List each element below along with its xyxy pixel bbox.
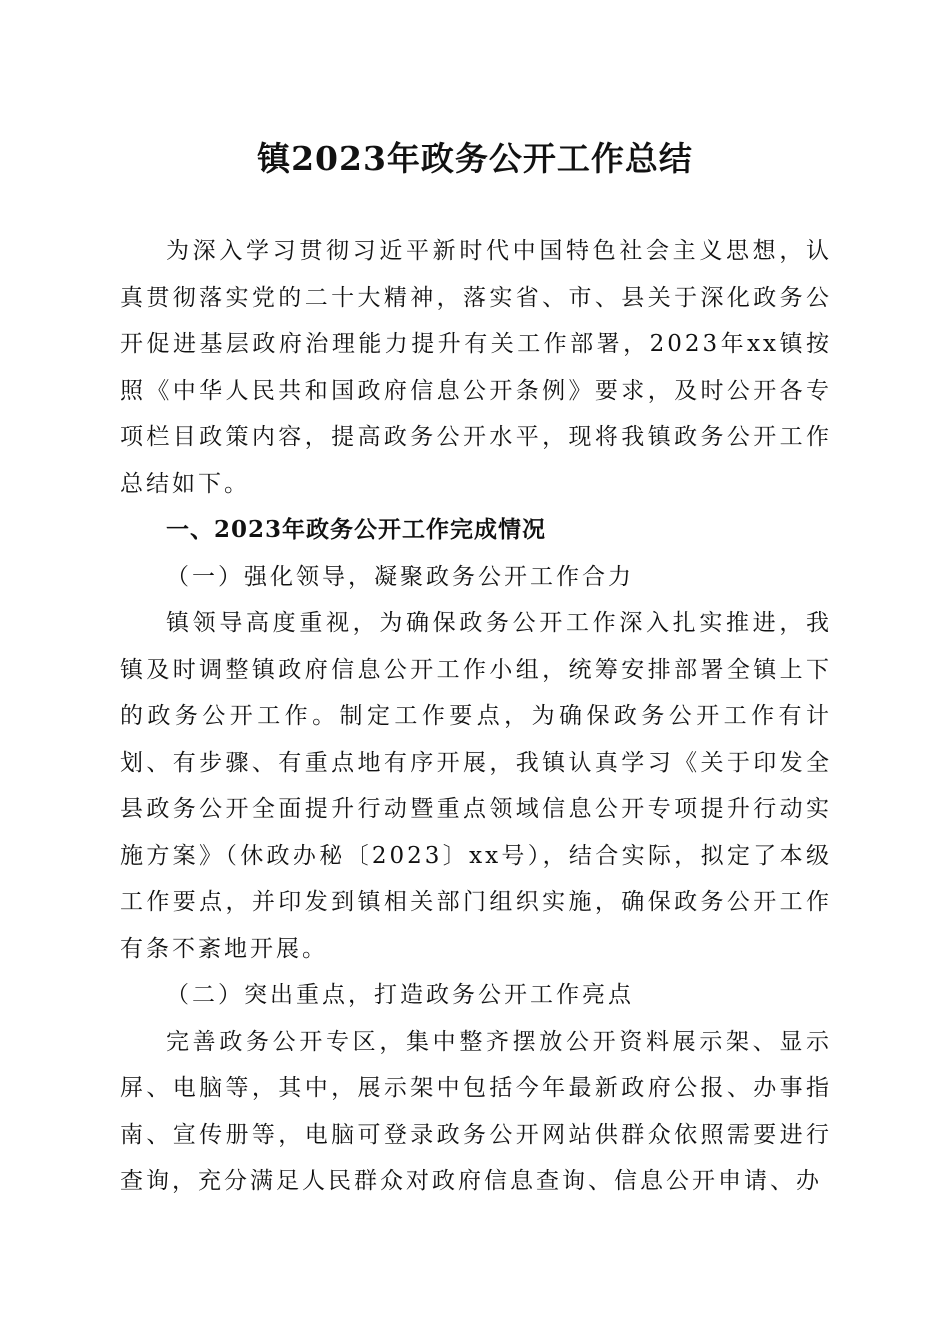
- intro-paragraph: 为深入学习贯彻习近平新时代中国特色社会主义思想，认真贯彻落实党的二十大精神，落实省、市、县关于深化政务公开促进基层政府治理能力提升有关工作部署，2023年xx镇按照《中华人民共和国政府信息公开条例》要求，及时公开各专项栏目政策内容，提高政务公开水平，现将我镇政务公开工作总结如下。: [120, 238, 832, 497]
- subsection-heading-1: （一）强化领导，凝聚政务公开工作合力: [166, 563, 634, 590]
- document-title: 镇2023年政务公开工作总结: [257, 139, 693, 178]
- subsection-heading-2: （二）突出重点，打造政务公开工作亮点: [166, 982, 634, 1008]
- subsection-2-paragraph: 完善政务公开专区，集中整齐摆放公开资料展示架、显示屏、电脑等，其中，展示架中包括今年最新政府公报、办事指南、宣传册等，电脑可登录政务公开网站供群众依照需要进行查询，充分满足人民群众对政府信息查询、信息公开申请、办: [120, 1028, 832, 1194]
- document-body: [120, 228, 832, 1205]
- section-heading-1: 一、2023年政务公开工作完成情况: [166, 516, 547, 543]
- subsection-1-paragraph: 镇领导高度重视，为确保政务公开工作深入扎实推进，我镇及时调整镇政府信息公开工作小组，统筹安排部署全镇上下的政务公开工作。制定工作要点，为确保政务公开工作有计划、有步骤、有重点地有序开展，我镇认真学习《关于印发全县政务公开全面提升行动暨重点领域信息公开专项提升行动实施方案》（休政办秘〔2023〕xx号），结合实际，拟定了本级工作要点，并印发到镇相关部门组织实施，确保政务公开工作有条不紊地开展。: [120, 610, 832, 962]
